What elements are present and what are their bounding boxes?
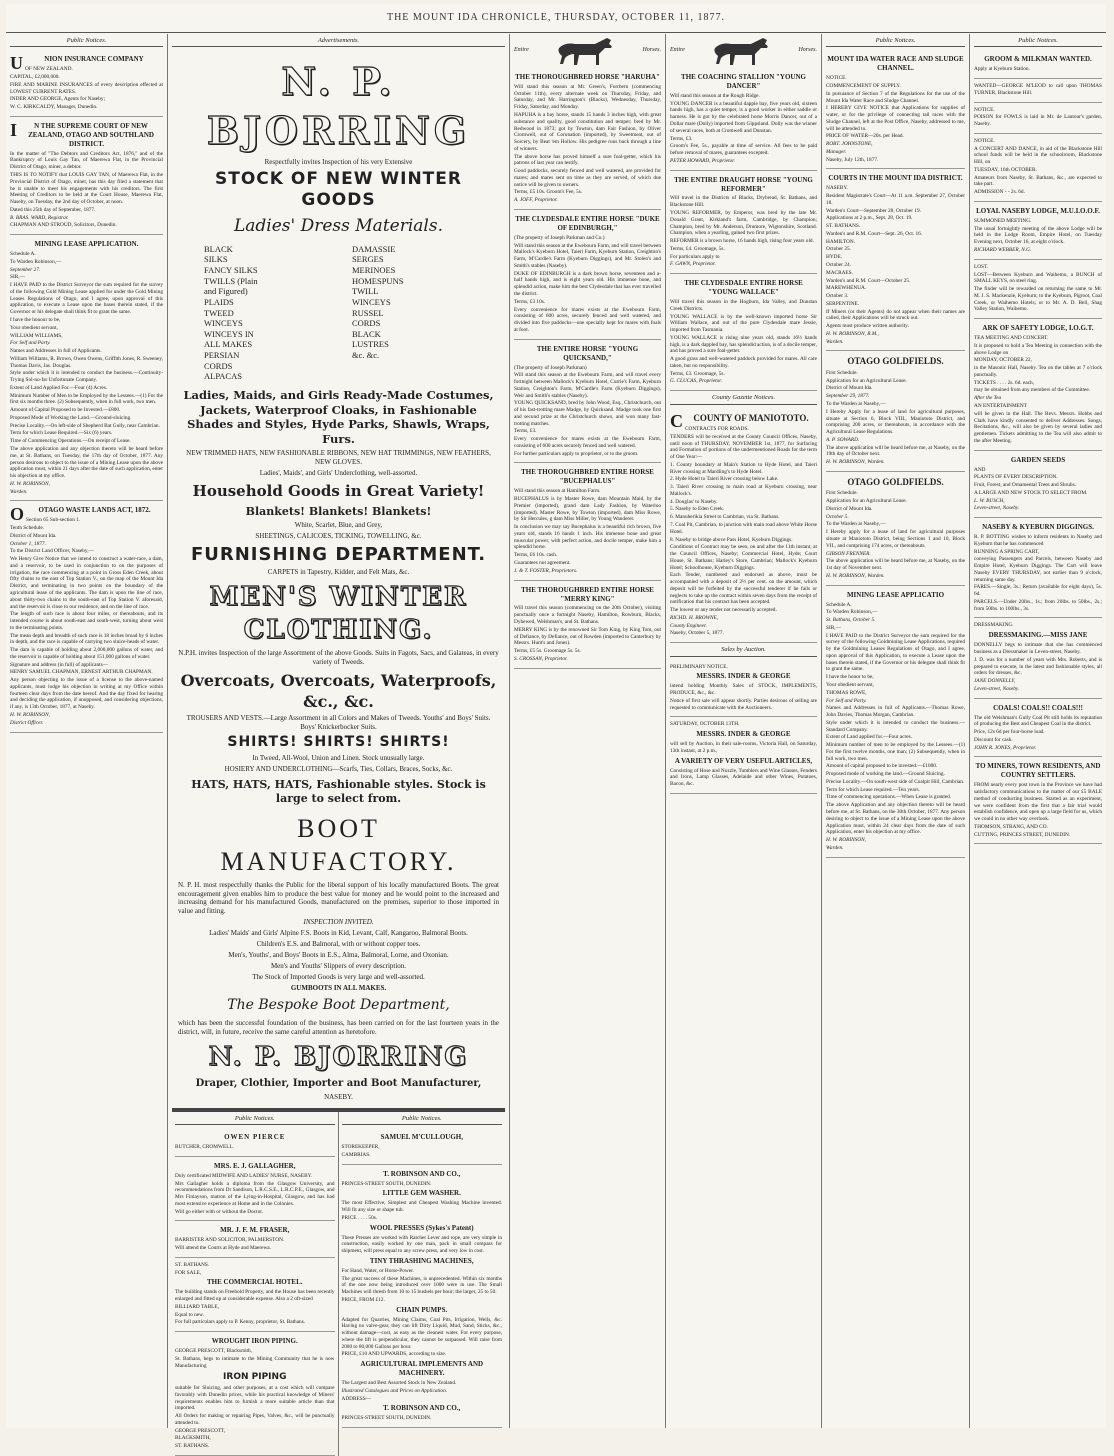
- column-2: [168, 34, 510, 1450]
- section-header: Public Notices.: [974, 37, 1102, 47]
- masthead: THE MOUNT IDA CHRONICLE, THURSDAY, OCTOBER 11, 1877.: [6, 4, 1106, 33]
- bucephalus-ad: THE THOROUGHBRED ENTIRE HORSE "BUCEPHALUS" Will stand this season at Hamilton Farm. BUCEPHALUS is by Master Rowe, dam Mountain Maid, by the Premier (imported), grand dam Lady Fashion, by Waterloo (imported). Master Rowe, by Towton (imported), dam Miss Rowe, by Sir Hercules, g dam Miss Miller, by Young Wanderer. In conclusion we may say Bucephalus is a beautiful rich brown, five years old, stands 16 hands 1 inch. His immense bone and great muscular power, with perfect action, and docile temper, make him a splendid horse. Terms, £6 10s. cash. Guarantees not agreement. J. & T. FOSTER, Proprietors.: [514, 463, 661, 580]
- inder-george-sale: SATURDAY, OCTOBER 13TH. MESSRS. INDER & GEORGE will sell by Auction, in their sale-rooms, Victoria Hall, on Saturday, 13th instant, at 2 p.m., A VARIETY OF VERY USEFUL ARTICLES, Consisting of Hose and Nozzle, Tumblers and Wine Glasses, Fenders and Irons, Lamp Glasses, Adelaide and other Wines, Potatoes, Bacon, &c.: [670, 717, 817, 794]
- column-3: [510, 34, 666, 1428]
- waste-lands-notice: O OTAGO WASTE LANDS ACT, 1872. Section 65 Sub-section 1. Tenth Schedule. District of Mount Ida. October 1, 1877. To the District Land Officer, Naseby,— We Henry Give Notice that we intend to construct a water-race, a dam, and a reservoir, to be used in conjunction to on the purposes of irrigation, the race commencing at a point in Gross Eden Creek, about fifty chains to the east of Top Station V., on the map of the Mount Ida District, and terminating in two points on the boundary of the agricultural lease of the applicants. The dam is upon the line of race, about thirty-two chains to the south-east of Top Station V. aforesaid, and the reservoir is close to our residence, and on the line of race. The length of such race is about four miles, or thereabouts, and its intended course is about south-east and south-west, turning about west to the terminating points. The mean depth and breadth of such race is 18 inches broad by 6 inches in depth, and the race is capable of carrying two sluice-heads of water. The dam is capable of holding about 2,000,000 gallons of water, and the reservoir is capable of holding about 151,000 gallons of water. Signature and address (in full) of applicants— HENRY SAMUEL CHAPMAN, ERNEST ARTHUR CHAPMAN. Any person objecting to the issue of a license to the above-named applicants, must lodge his objection in writing at my Office within fourteen clear days from the date hereof. And the day fixed for hearing and deciding the application, if unopposed, and considering objections, if any, is 13th October, 1877, at Naseby. H. W. ROBINSON, District Officer.: [10, 501, 163, 732]
- lost-ad: LOST. LOST—Between Kyeburn and Waihemo, a BUNCH of SMALL KEYS, on steel ring. The finder will be rewarded on returning the same to Mr. M. J. S. Mackenzie, Kyeburn; to the Kyeburn, Pigroot, Coal Creek, or Waihemo Hotels; or to Mr. A. D. Bell, Shag Valley Station, Waihemo.: [974, 260, 1102, 319]
- concert-ad: NOTICE. A CONCERT AND DANCE, in aid of the Blackstone Hill school funds will be held in the schoolroom, Blackstone Hill, on TUESDAY, 16th OCTOBER. Amateurs from Naseby, St. Bathans, &c., are expected to take part. ADMISSION - - 2s. 6d.: [974, 134, 1102, 202]
- loyal-naseby-lodge: LOYAL NASEBY LODGE, M.U.I.O.O.F. SUMMONED MEETING. The usual fortnightly meeting of the above Lodge will be held in the Lodge Room, Empire Hotel, on Tuesday Evening next, October 16, at eight o'clock. RICHARD WEBBER, N.G.: [974, 202, 1102, 260]
- mining-lease-application: MINING LEASE APPLICATION. Schedule A. To Warden Robinson,— September 27. SIR,— I HAVE PAID to the District Surveyor the sum required for the survey of the following Gold Mining Lease applied for under the Gold Mining Leases Regulations of Otago, and I agree, upon approval of this application, to execute a Lease upon the bases therein stated, if the Governor or his delegate shall think fit to grant the same. I have the honour to be, Your obedient servant, WILLIAM WILLIAMS, For Self and Party. Names and Addresses in full of Applicants. William Williams, R. Brown, Owen Owens, Griffith Jones, R. Sweeney, Thomas Davis, Jas. Douglas. Style under which it is intended to conduct the business.—Continuity-Trying Sol-no-far Unfortunate Company. Extent of Land Applied For.—Four (4) Acres. Minimum Number of Men to be Employed by the Lessees.—(1) For the first six months three. (2) Subsequently, when in full work, two men. Amount of Capital Proposed to be Invested.—£800. Proposed Mode of Working the Land.—Ground-sluicing. Precise Locality.—On left-side of Shepherd Bat Gully, near Cambrian. Term for which Lease Required.—Six (6) years. Time of Commencing Operations.—On receipt of Lease. The above application and any objection thereto will be heard before me, at St. Bathans, on Tuesday, the 17th day of October, 1877. Any person desirous to object to the issue of a Mining Lease upon the above application must, within 21 days after the date of such application, enter his objection at my office. H. W. ROBINSON, Warden.: [10, 235, 163, 501]
- spring-cart-ad: NASEBY & KYEBURN DIGGINGS. R. P. BOTTING wishes to inform residents in Naseby and Kyeburn that he has commenced RUNNING A SPRING CART, conveying Passengers and Parcels, between Naseby and Empire Hotel, Kyeburn Diggings. The Cart will leave Naseby EVERY THURSDAY, not earlier than 9 o'clock, returning same day. FARES.—Single, 3s.; Return (available for eight days), 5s. 6d. PARCELS.—Under 20lbs., 1s.; from 20lbs. to 50lbs., 2s.; from 50lbs. to 100lbs., 3s.: [974, 518, 1102, 618]
- ad-title: NION INSURANCE COMPANY: [44, 55, 144, 64]
- maniototo-contracts: C COUNTY OF MANIOTOTO. CONTRACTS FOR ROADS. TENDERS will be received at the County Council Offices, Naseby, until noon of THURSDAY, NOVEMBER 1st, 1877, for Surfacing and Formation of portions of the undermentioned Roads for the term of One Year:— 1. County boundary at Main's Station to Hyde Hotel, and Taieri River crossing at Mardling's to Hyde Hotel. 2. Hyde Hotel to Taieri River crossing below Lake. 3. Taieri River crossing to main road at Kyeburn crossing, near Mallock's. 4. Douglas' to Naseby. 5. Naseby to Eden Creek. 6. Manuherikia Street to Cambrian, via St. Bathans. 7. Coal Pit, Cambrian, to junction with main road above White Horse Hotel. 8. Naseby to bridge above Pass Hotel, Kyeburn Diggings. Conditions of Contract may be seen, on and after the 11th instant, at the Council Offices, Naseby; Commercial Hotel, Hyde; Court House, St. Bathans; Harley's Store, Cambrian; Mallock's Kyeburn Hotel; Schoolhouse, Kyeburn Diggings. Each Tender, numbered and endorsed as above, must be accompanied with a deposit of 2½ per cent. on the amount, which deposit will be forfeited by the successful tenderer if he fails or neglects to take up the contract within seven days from the receipt of notification that his contract has been accepted. The lowest or any tender not necessarily accepted. RICHD. H. BROWNE, County Engineer. Naseby, October 5, 1877.: [670, 408, 817, 644]
- ark-of-safety-lodge: ARK OF SAFETY LODGE, I.O.G.T. TEA MEETING AND CONCERT. It is proposed to hold a Tea Meeting in connection with the above Lodge on MONDAY, OCTOBER 22, in the Masonic Hall, Naseby. Tea on the tables at 7 o'clock punctually. TICKETS . . . . 2s. 6d. each, may be obtained from any members of the Committee. After the Tea AN ENTERTAINMENT will be given in the Hall. The Revs. Messrs. Hobbs and Clark have kindly consented to deliver Addresses. Songs, Recitations, &c., will also be given by several ladies and gentlemen. Tickets admitting to the Tea will also admit to the after Meeting.: [974, 319, 1102, 450]
- section-header: County Gazette Notices.: [670, 394, 817, 404]
- section-header: Public Notices.: [826, 37, 965, 47]
- inder-george-ad: PRELIMINARY NOTICE. MESSRS. INDER & GEORGE intend holding Monthly Sales of STOCK, IMPLEMENTS, PRODUCE, &c., &c. Notice of first sale will appear shortly. Parties desirous of selling are requested to communicate with the Auctioneers.: [670, 660, 817, 718]
- young-dancer-ad: THE COACHING STALLION "YOUNG DANCER" Will stand this season at the Rough Ridge. YOUNG DANCER is a beautiful dapple bay, five years old, sixteen hands high, has a quiet temper, is a good worker in either saddle or harness. He is got by the celebrated horse Morris Dancer, out of a Dollar mare (Dolly) imported from Gippsland. Dolly was the winner of several races, both at Cromwell and Dunstan. Terms, £3. Groom's Fee, 5s., payable at time of service. All fees to be paid before removal of mares, guarantees excepted. PETER HOWARD, Proprietor.: [670, 68, 817, 171]
- columns: [6, 34, 1106, 1450]
- bjorring-title: N. P. BJORRING: [206, 59, 471, 153]
- section-header: Advertisements.: [172, 37, 505, 47]
- miners-ad: TO MINERS, TOWN RESIDENTS, AND COUNTRY SETTLERS. FROM nearly every post town in the Province we have had satisfactory communications to the matter of our £5 BALE method of conducting business. Started as an experiment, we were confident from the first that a fair trial would establish confidence, and open up a large field for us, which we could in no other way overlook. THOMSON, STRANG, AND CO. CUTTING, PRINCES STREET, DUNEDIN.: [974, 757, 1102, 844]
- col2-lower: [172, 1110, 505, 1456]
- young-wallace-ad: THE CLYDESDALE ENTIRE HORSE "YOUNG WALLACE" Will travel this season in the Hogburn, Ida Valley, and Dunstan Creek Districts. YOUNG WALLACE is by the well-known imported horse Sir William Wallace, and out of the pure Clydesdale mare Jessie, imported from Tasmania. YOUNG WALLACE is rising nine years old, stands 16½ hands high, is a dark dappled bay, has splendid action, is of a docile temper, and has proved a sure foal-getter. A good grass and well-watered paddock provided for mares. All care taken, but no responsibility. Terms, £3. Groomage, 5s. G. CLUCAS, Proprietor.: [670, 274, 817, 391]
- dressmaking-ad: DRESSMAKING. DRESSMAKING.—MISS JANE DONNELLY begs to intimate that she has commenced business as a Dressmaker in Leven-street, Naseby. J. D. was for a number of years with Mrs. Roberts, and is prepared to execute, in the latest and fashionable styles, all orders for dresses, &c. JANE DONNELLY, Leven-street, Naseby.: [974, 618, 1102, 698]
- section-header: Sales by Auction.: [670, 646, 817, 656]
- bjorring-ad: N. P. BJORRING Respectfully invites Inspection of his very Extensive STOCK OF NEW WINTER GOODS Ladies' Dress Materials. BLACK SILKS FANCY SILKS TWILLS (Plain and Figured) PLAIDS TWEED WINCEYS WINCEYS IN ALL MAKES PERSIAN CORDS ALPACAS DAMASSIE SERGES MERINOES HOMESPUNS TWILL WINCEYS RUSSEL CORDS BLACK LUSTRES &c. &c. Ladies, Maids, and Girls Ready-Made Costumes, Jackets, Waterproof Cloaks, in Fashionable Shades and Styles, Hyde Parks, Shawls, Wraps, Furs. NEW TRIMMED HATS, NEW FASHIONABLE RIBBONS, NEW HAT TRIMMINGS, NEW FEATHERS, NEW GLOVES. Ladies', Maids', and Girls' Underclothing, well-assorted. Household Goods in Great Variety! Blankets! Blankets! Blankets! White, Scarlet, Blue, and Grey, SHEETINGS, CALICOES, TICKING, TOWELLING, &c. FURNISHING DEPARTMENT. CARPETS in Tapestry, Kidder, and Felt Mats, &c. MEN'S WINTER CLOTHING. N.P.H. invites Inspection of the large Assortment of the above Goods. Suits in Fagots, Sacs, and Galateas, in every variety of Tweeds. Overcoats, Overcoats, Waterproofs, &c., &c. TROUSERS AND VESTS.—Large Assortment in all Colors and Makes of Tweeds. Youths' and Boys' Suits. Boys' Knickerbocker Suits. SHIRTS! SHIRTS! SHIRTS! In Tweed, All-Wool, Union and Linen. Stock unusually large. HOSIERY AND UNDERCLOTHING—Scarfs, Ties, Collars, Braces, Socks, &c. HATS, HATS, HATS, Fashionable styles. Stock is large to select from. BOOT MANUFACTORY. N. P. H. most respectfully thanks the Public for the liberal support of his locally manufactured Boots. The great encouragement given enables him to produce the best value for money and he would point to the increased and increasing demand for his manufactured Goods, manufactured on the premises, superior to those imported in value and fitting. INSPECTION INVITED. Ladies' Maids' and Girls' Alpine F.S. Boots in Kid, Levant, Calf, Kangaroo, Balmoral Boots. Children's E.S. and Balmoral, with or without copper toes. Men's, Youths', and Boys' Boots in E.S., Alma, Balmoral, Lorne, and Oxonian. Men's and Youths' Slippers of every description. The Stock of Imported Goods is very large and well-assorted. GUMBOOTS IN ALL MAKES. The Bespoke Boot Department, which has been the successful foundation of the business, has been carried on for the last fourteen years in the district, will, in future, receive the same careful attention as heretofore. N. P. BJORRING Draper, Clothier, Importer and Boot Manufacturer, NASEBY.: [172, 50, 505, 1110]
- courts-notice: COURTS IN THE MOUNT IDA DISTRICT. NASEBY. Resident Magistrate's Court—At 11 a.m. September 27, October 18. Warden's Court—September 28, October 19. Applications at 2 p.m., Sept. 28, Oct. 19. ST. BATHANS. Warden's and R.M. Court—Sept. 26, Oct. 16. HAMILTON. October 25. HYDE. October 24. MACRAES. Warden's and R.M. Court—October 25. MAREWHENUA. October 3. SERPENTINE. If Miners (or their Agents) do not appear when their names are called, their Applications will be struck out. Agents must produce written authority. H. W. ROBINSON, R.M., Warden.: [826, 169, 965, 351]
- duke-ad: THE CLYDESDALE ENTIRE HORSE "DUKE OF EDINBURGH," (The property of Joseph Parkman and Co.) Will stand this season at the Ewebourn Farm, and will travel between Mallock's Kyeburn Hotel, Taieri Farm, Kyeburn Station, Creighton's Farm, M'Cardle's Farm (Kyeburn Diggings), and Mr. Stolen's and Smith's stables (Naseby). DUKE OF EDINBURGH is a dark brown horse, seventeen and a-half hands high, and is eight years old. His immense bone, and splendid action, make him the best Clydesdale that has ever travelled the district. Terms, £3 10s. Every convenience for mares exists at the Ewebourn Farm, consisting of 600 acres, securely fenced and well watered, and divided into five paddocks—one specially kept for mares with foals at foot.: [514, 210, 661, 340]
- materials-left: BLACK SILKS FANCY SILKS TWILLS (Plain and Figured) PLAIDS TWEED WINCEYS WINCEYS IN ALL MAKES PERSIAN CORDS ALPACAS: [204, 243, 258, 382]
- column-5: [822, 34, 970, 1428]
- newspaper-page: [6, 4, 1106, 1450]
- horse-icon: [707, 34, 777, 68]
- garden-seeds-ad: GARDEN SEEDS AND PLANTS OF EVERY DESCRIPTION. Fruit, Forest, and Ornamental Trees and Shrubs. A LARGE AND NEW STOCK TO SELECT FROM. L. W. BUSCH, Leven-street, Naseby.: [974, 451, 1102, 519]
- col2-lower-left: Public Notices. OWEN PIERCE BUTCHER, CROMWELL. MRS. E. J. GALLAGHER, Duly certificated MIDWIFE AND LADIES' NURSE, NASEBY. Mrs Gallagher holds a diploma from the Glasgow University, and recommendations from Dr Sandison, L.R.C.S.E., L.R.C.P.E., Glasgow, and Mrs Finlayson, matron of the Lying-in-Hospital, Glasgow, and has had most extensive experience at Home and in the Colonies. Will go either with or without the Doctor. MR. J. F. M. FRASER, BARRISTER AND SOLICITOR, PALMERSTON. Will attend the Courts at Hyde and Maerewa. ST. BATHANS. FOR SALE, THE COMMERCIAL HOTEL. The building stands on Freehold Property, and the House has been recently enlarged and fitted up at considerable expense. Also a 2 oft-sized BILLIARD TABLE, Equal to new. For full particulars apply to P. Kenny, proprietor, St. Bathans. WROUGHT IRON PIPING. GEORGE PRESCOTT, Blacksmith, St. Bathans, begs to intimate to the Mining Community that he is now Manufacturing IRON PIPING suitable for Sluicing, and other purposes, at a cost which will compare favorably with Dunedin prices, while his practical knowledge of Miners' requirements enables him to furnish a more suitable article than that imported. All Orders for making or repairing Pipes, Valves, &c., will be punctually attended to. GEORGE PRESCOTT, BLACKSMITH, ST. BATHANS.: [172, 1112, 339, 1456]
- materials-right: DAMASSIE SERGES MERINOES HOMESPUNS TWILL WINCEYS RUSSEL CORDS BLACK LUSTRES &c. &c.: [351, 243, 404, 361]
- coals-ad: COALS! COALS!! COALS!!! The old Welshman's Gully Coal Pit still holds its reputation of producing the Best and Cheapest Coal in the district. Price, 12s 6d per four-horse load. Discount for cash. JOHN R. JONES, Proprietor.: [974, 699, 1102, 758]
- supreme-court-notice: I N THE SUPREME COURT OF NEW ZEALAND, OTAGO AND SOUTHLAND DISTRICT. In the matter of "The Debtors and Creditors Act, 1876," and of the Bankruptcy of Louis Gay Tan, of Maerewa Flat, in the Provincial District of Otago, miner, a debtor. THIS IS TO NOTIFY that LOUIS GAY TAN, of Maerewa Flat, in the Provincial District of Otago, miner, has this day filed a statement that he is unable to meet his engagements with his creditors. The first Meeting of Creditors to be held at the Court House, Maerewa Flat, Naseby, on Tuesday, the 2nd day of October, at noon. Dated this 25th day of September, 1877. B. BRAS. WARD, Registrar. CHAPMAN AND STROUD, Solicitors, Dunedin.: [10, 117, 163, 235]
- materials-list: [178, 242, 499, 384]
- entire-horses-header: Entire Horses.: [514, 34, 661, 68]
- goldfields-2: OTAGO GOLDFIELDS. First Schedule. Application for an Agricultural Lease. District of Mount Ida. October 5. To the Warden at Naseby,— I Hereby apply for a lease of land for agricultural purposes situate at Maniototo District, being Sections 1 and 10, Block VII., and comprising 174 acres, or thereabouts. GIBSON FRENNER. The above application will be heard before me, at Naseby, on the 1st day of November next. H. W. ROBINSON, Warden.: [826, 472, 965, 586]
- horse-icon: [551, 34, 621, 68]
- col2-lower-right: Public Notices. SAMUEL M'CULLOUGH, STOREKEEPER, CAMBRIAS. T. ROBINSON AND CO., PRINCES-STREET SOUTH, DUNEDIN. LITTLE GEM WASHER. The most Effective, Simplest and Cheapest Washing Machine invented. Will fit any size or shape tub. PRICE . . . . 50s. WOOL PRESSES (Sykes's Patent) These Presses are worked with Ratchet Lever and rope, are very simple in construction, easily worked by one man, pack in small compass for shipment, will press equal to any screw press, and very low in cost. TINY THRASHING MACHINES, For Hand, Water, or Horse-Power. The great success of these Machines, is unprecedented. Within six months of the one now being introduced over 1000 were in use. The Small Machines will thresh from 10 to 15 bushels per hour; the larger, 25 to 50. PRICE, FROM £12. CHAIN PUMPS. Adapted for Quarries, Mining Claims, Coal Pits, Irrigation, Wells, &c. Having no valve-gear, they can lift Dirty Liquid, Mud, Sand, Sticks, &c., without damage—cost, as easy as the cleanest water. For every purpose, where the lift is perpendicular, they cannot be surpassed. Will raise from 2000 to 80,000 Gallons per hour. PRICE, £10 AND UPWARDS, according to size. AGRICULTURAL IMPLEMENTS AND MACHINERY. The Largest and Best Assorted Stock in New Zealand. Illustrated Catalogues and Prices on Application. ADDRESS— T. ROBINSON AND CO., PRINCES-STREET SOUTH, DUNEDIN.: [339, 1112, 506, 1456]
- young-reformer-ad: THE ENTIRE DRAUGHT HORSE "YOUNG REFORMER" Will travel in the Districts of Blacks, Drybread, St. Bathans, and Blackstone Hill. YOUNG REFORMER, by Emperor, was bred by the late Mr. Donald Grant, Kirkland's farm, Cambridge, by Champion; Champion, bred by Mr. Anderson, Drumore, Wigtonshire, Scotland. Champion, when a yearling, gained two first prizes. REFORMER is a brown horse, 16 hands high, rising four years old. Terms, £4. Groomage, 5s. For particulars apply to F. GAWN, Proprietor.: [670, 171, 817, 275]
- mining-lease-application-2: MINING LEASE APPLICATIO Schedule A. To Warden Robinson,— St. Bathans, October 5. SIR,— I HAVE PAID to the District Surveyor the sum required for the survey of the following Goldmining Lease Applications, required by the Goldmining Leases Regulations of Otago, and I agree, upon approval of this Application, to execute a Lease upon the bases therein stated, if the Governor or his delegate shall think fit to grant the same. I have the honor to be, Your obedient servant, THOMAS ROWE, For Self and Party. Names and Addresses in full of Applicants.—Thomas Rowe, John Davies, Thomas Morgan, Cambrian. Style under which it is intended to conduct the business.—Standard Company. Extent of Land applied for.—Four acres. Minimum number of men to be employed by the Lessees.—(1) For the first twelve months, one man; (2) Subsequently, when in full work, two men. Amount of capital proposed to be invested.—£1000. Proposed mode of working the land.—Ground Sluicing. Precise Locality.—On south-west side of Coalpit Hill, Cambrian. Term for which Lease required.—Ten years. Time of commencing operations.—When Lease is granted. The above Application and any objection thereto will be heard before me, at St. Bathans, on the 30th October, 1877. Any person desiring to object to the issue of a Mining Lease upon the above Application must, within 24 clear days from the date of such Application, enter his objection at my office. H. W. ROBINSON, Warden.: [826, 586, 965, 858]
- haruha-ad: THE THOROUGHBRED HORSE "HARUHA" Will stand this season at Mr. Green's, Forrbern (commencing October 11th), every alternate week on Thursday, Friday, and Saturday, and Mr. Harrington's (Blacks), Wednesday, Thursday, Friday, Saturday, and Monday. HAPUHA is a bay horse, stands 15 hands 3 inches high, with great substance and quality, good constitution and temper; bred by Mr. Redwood in 1873; got by Towton, dam Fair Fashion, by Oliver Cromwell, out of Coronation (imported), by Sweetmeat, out of Sorcery, by Beat 'em Hollow. His pedigree runs back through a line of winners. The above horse has proved himself a sure foal-getter, which his patrons of last year can testify. Good paddocks, securely fenced and well watered, are provided for mares; and mares sent on time as they are served, of which due notice will be given to owners. Terms, £5 10s. Groom's Fee, 5s. A. JOFF, Proprietor.: [514, 68, 661, 210]
- water-race-notice: MOUNT IDA WATER RACE AND SLUDGE CHANNEL. NOTICE. COMMENCEMENT OF SUPPLY. In pursuance of Section 7 of the Regulations for the use of the Mount Ida Water Race and Sludge Channel. I HEREBY GIVE NOTICE that Applications for supplies of water, or for the privilege of connecting tail races with the Sludge Channel, left at the Post Office, Naseby, addressed to me, will be attended to. PRICE OF WATER—20s. per Head. ROBT. JOHNSTONE, Manager. Naseby, July 12th, 1877.: [826, 50, 965, 169]
- quicksand-ad: THE ENTIRE HORSE "YOUNG QUICKSAND," (The property of Joseph Parkman) Will stand this season at the Ewebourn Farm, and will travel every fortnight between Mallock's Kyeburn Hotel, Currie's Farm, Kyeburn Station, Creighton's Farm, M'Cardle's Farm (Kyeburn Diggings), Weir and Smith's stables (Naseby). YOUNG QUICKSAND, bred by John Wood, Esq., Christchurch, out of his fast-trotting mare Madge, by Quicksand. Madge took one first and second prize at the Christchurch shows, and won many fast-trotting matches. Terms, £3. Every convenience for mares exists at the Ewebourn Farm, consisting of 600 acres securely fenced and well watered. For further particulars apply to proprietor, or to the groom.: [514, 340, 661, 464]
- goldfields-1: OTAGO GOLDFIELDS. First Schedule. Application for an Agricultural Lease. District of Mount Ida. September 29, 1877. To the Warden at Naseby,— I Hereby Apply for a lease of land for agricultural purposes, situate at Section 6, Block VIII., Maniototo District, and comprising 200 acres, or thereabouts, in accordance with the Agricultural Lease Regulations. A. P. SOWARD. The above application will be heard before me, at Naseby, on the 19th day of October next. H. W. ROBINSON, Warden.: [826, 351, 965, 471]
- merry-king-ad: THE THOROUGHBRED ENTIRE HORSE "MERRY KING" Will travel this season (commencing on the 20th October), visiting punctually once a fortnight Naseby, Hamilton, Rowburn, Blacks, Dyhewed, Welshman's, and St. Bathans. MERRY KING is by the renowned Sir Tom King, by King Tom, out of Defiance, by Defiance, out of Rowden (imported to Canterbury by Messrs. Hunt's and Jones). Terms, £5 5s. Groomage 5s. 5s. S. CROSSAN, Proprietor.: [514, 581, 661, 669]
- entire-horses-header: Entire Horses.: [670, 34, 817, 68]
- column-4: [666, 34, 822, 1428]
- section-header: Public Notices.: [10, 37, 163, 47]
- column-6: Public Notices. GROOM & MILKMAN WANTED. Apply at Kyeburn Station. WANTED—GEORGE M'LEOD to call upon THOMAS TURNER, Blackstone Hill. NOTICE. POISON for FOWLS is laid in Mr. de Lautour's garden, Naseby. NOTICE. A CONCERT AND DANCE, in aid of the Blackstone Hill school funds will be held in the schoolroom, Blackstone Hill, on TUESDAY, 16th OCTOBER. Amateurs from Naseby, St. Bathans, &c., are expected to take part. ADMISSION - - 2s. 6d. LOYAL NASEBY LODGE, M.U.I.O.O.F. SUMMONED MEETING. The usual fortnightly meeting of the above Lodge will be held in the Lodge Room, Empire Hotel, on Tuesday Evening next, October 16, at eight o'clock. RICHARD WEBBER, N.G. LOST. LOST—Between Kyeburn and Waihemo, a BUNCH of SMALL KEYS, on steel ring. The finder will be rewarded on returning the same to Mr. M. J. S. Mackenzie, Kyeburn; to the Kyeburn, Pigroot, Coal Creek, or Waihemo Hotels; or to Mr. A. D. Bell, Shag Valley Station, Waihemo. ARK OF SAFETY LODGE, I.O.G.T. TEA MEETING AND CONCERT. It is proposed to hold a Tea Meeting in connection with the above Lodge on MONDAY, OCTOBER 22, in the Masonic Hall, Naseby. Tea on the tables at 7 o'clock punctually. TICKETS . . . . 2s. 6d. each, may be obtained from any members of the Committee. After the Tea AN ENTERTAINMENT will be given in the Hall. The Revs. Messrs. Hobbs and Clark have kindly consented to deliver Addresses. Songs, Recitations, &c., will also be given by several ladies and gentlemen. Tickets admitting to the Tea will also admit to the after Meeting. GARDEN SEEDS AND PLANTS OF EVERY DESCRIPTION. Fruit, Forest, and Ornamental Trees and Shrubs. A LARGE AND NEW STOCK TO SELECT FROM. L. W. BUSCH, Leven-street, Naseby. NASEBY & KYEBURN DIGGINGS. R. P. BOTTING wishes to inform residents in Naseby and Kyeburn that he has commenced RUNNING A SPRING CART, conveying Passengers and Parcels, between Naseby and Empire Hotel, Kyeburn Diggings. The Cart will leave Naseby EVERY THURSDAY, not earlier than 9 o'clock, returning same day. FARES.—Single, 3s.; Return (available for eight days), 5s. 6d. PARCELS.—Under 20lbs., 1s.; from 20lbs. to 50lbs., 2s.; from 50lbs. to 100lbs., 3s. DRESSMAKING. DRESSMAKING.—MISS JANE DONNELLY begs to intimate that she has commenced business as a Dressmaker in Leven-street, Naseby. J. D. was for a number of years with Mrs. Roberts, and is prepared to execute, in the latest and fashionable styles, all orders for dresses, &c. JANE DONNELLY, Leven-street, Naseby. COALS! COALS!! COALS!!! The old Welshman's Gully Coal Pit still holds its reputation of producing the Best and Cheapest Coal in the district. Price, 12s 6d per four-horse load. Discount for cash. JOHN R. JONES, Proprietor. TO MINERS, TOWN RESIDENTS, AND COUNTRY SETTLERS. FROM nearly every post town in the Province we have had satisfactory communications to the matter of our £5 BALE method of conducting business. Started as an experiment, we were confident from the first that a fair trial would establish confidence, and open up a large field for us, which we could in no other way overlook. THOMSON, STRANG, AND CO. CUTTING, PRINCES STREET, DUNEDIN.: [970, 34, 1106, 1428]
- union-insurance-ad: U NION INSURANCE COMPANY OF NEW ZEALAND. CAPITAL, £2,000,000. FIRE AND MARINE INSURANCES of every description effected at LOWEST CURRENT RATES. INDER AND GEORGE, Agents for Naseby; W. C. KIRKCALDY, Manager, Dunedin.: [10, 50, 163, 117]
- column-1: [6, 34, 168, 1428]
